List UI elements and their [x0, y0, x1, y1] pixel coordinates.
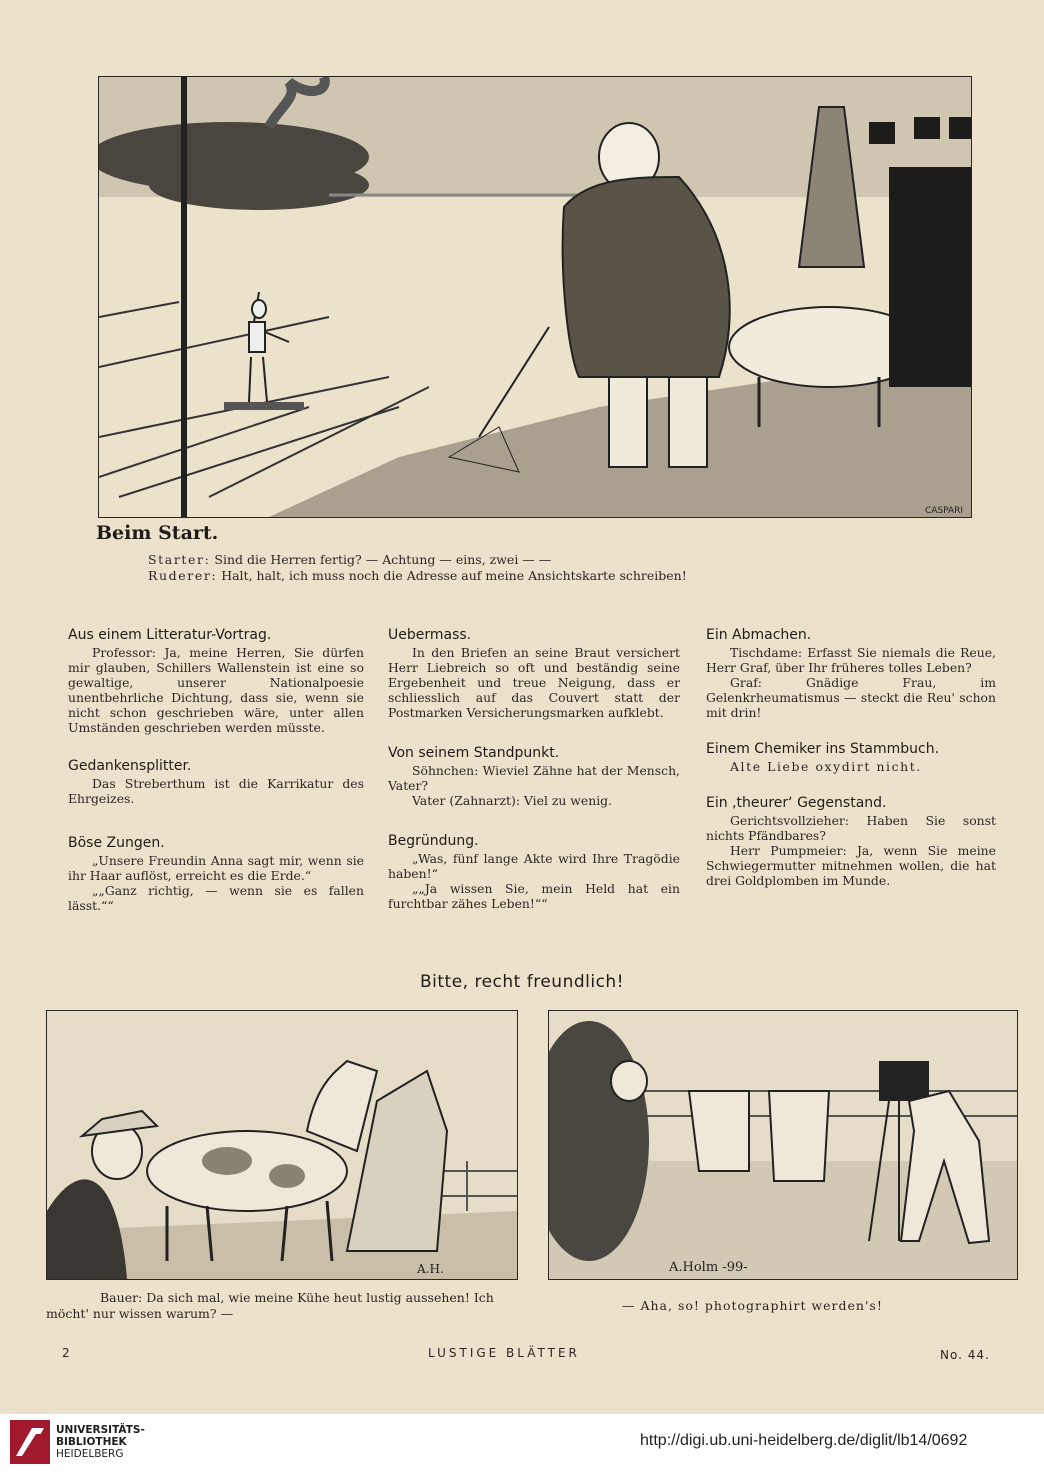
top-caption: [148, 552, 848, 584]
article-body: Alte Liebe oxydirt nicht.: [730, 759, 922, 774]
article-body-2: Graf: Gnädige Frau, im Gelenkrheumatismus — steckt die Reu' schon mit drin!: [706, 675, 996, 720]
library-bar: [0, 1414, 1044, 1472]
right-panel-signature: A.Holm -99-: [669, 1260, 748, 1275]
magazine-name: LUSTIGE BLÄTTER: [428, 1346, 580, 1360]
caption-line-ruderer: Ruderer: Halt, halt, ich muss noch die Adresse auf meine Ansichtskarte schreiben!: [148, 568, 687, 583]
caption-line-starter: Starter: Sind die Herren fertig? — Achtung — eins, zwei — —: [148, 552, 552, 567]
issue-number: No. 44.: [940, 1348, 990, 1362]
article-heading: Einem Chemiker ins Stammbuch.: [706, 741, 940, 757]
article-litteratur-vortrag: [68, 628, 364, 735]
rowing-start-illustration: [98, 76, 972, 518]
article-body: Gerichtsvollzieher: Haben Sie sonst nichts Pfändbares?: [706, 813, 996, 843]
article-uebermass: [388, 628, 680, 720]
article-boese-zungen: [68, 836, 364, 913]
article-body-2: „„Ganz richtig, — wenn sie es fallen lässt.““: [68, 883, 364, 913]
article-body: Professor: Ja, meine Herren, Sie dürfen mir glauben, Schillers Wallenstein ist eine so gewaltige, unserer Nationalpoesie unentbehrliche Dichtung, dass sie, wenn sie nicht schon geschrieben wäre, unter allen Umständen geschrieben werden müsste.: [68, 645, 364, 735]
left-panel-caption: Bauer: Da sich mal, wie meine Kühe heut lustig aussehen! Ich möcht' nur wissen warum? —: [46, 1290, 494, 1321]
article-body-2: Herr Pumpmeier: Ja, wenn Sie meine Schwiegermutter mitnehmen wollen, die hat drei Goldplomben im Munde.: [706, 843, 996, 888]
article-heading: Von seinem Standpunkt.: [388, 745, 560, 761]
caspari-signature: CASPARI: [925, 506, 964, 516]
article-body-2: Vater (Zahnarzt): Viel zu wenig.: [412, 793, 613, 808]
article-body: „Was, fünf lange Akte wird Ihre Tragödie haben!“: [388, 851, 680, 881]
article-body: „Unsere Freundin Anna sagt mir, wenn sie ihr Haar auflöst, erreicht es die Erde.“: [68, 853, 364, 883]
article-chemiker: [706, 742, 996, 774]
heidelberg-logo-icon: [10, 1420, 50, 1464]
article-heading: Ein ‚theurer‘ Gegenstand.: [706, 795, 887, 811]
left-column: [68, 628, 364, 927]
article-heading: Begründung.: [388, 833, 479, 849]
left-panel-signature: A.H.: [417, 1262, 444, 1276]
article-heading: Gedankensplitter.: [68, 758, 192, 774]
right-panel-caption: — Aha, so! photographirt werden's!: [622, 1298, 883, 1313]
right-column: [706, 628, 996, 902]
article-body: Söhnchen: Wieviel Zähne hat der Mensch, Vater?: [388, 763, 680, 793]
article-heading: Ein Abmachen.: [706, 627, 812, 643]
page-number: 2: [62, 1346, 73, 1360]
cows-panel-left: [46, 1010, 518, 1280]
article-body: Tischdame: Erfasst Sie niemals die Reue, Herr Graf, über Ihr früheres tolles Leben?: [706, 645, 996, 675]
article-gedankensplitter: [68, 759, 364, 806]
article-abmachen: [706, 628, 996, 720]
source-url-link[interactable]: http://digi.ub.uni-heidelberg.de/diglit/lb14/0692: [640, 1432, 968, 1449]
bottom-comic-title: Bitte, recht freundlich!: [419, 972, 625, 992]
article-body-2: „„Ja wissen Sie, mein Held hat ein furchtbar zähes Leben!““: [388, 881, 680, 911]
article-heading: Uebermass.: [388, 627, 472, 643]
library-logo-text: UNIVERSITÄTS- BIBLIOTHEK HEIDELBERG: [56, 1424, 145, 1460]
cows-panel-right: [548, 1010, 1018, 1280]
article-body: Das Streberthum ist die Karrikatur des Ehrgeizes.: [68, 776, 364, 806]
article-begruendung: [388, 834, 680, 911]
article-standpunkt: [388, 746, 680, 808]
middle-column: [388, 628, 680, 925]
top-illustration-title: Beim Start.: [96, 522, 219, 544]
article-body: In den Briefen an seine Braut versichert Herr Liebreich so oft und beständig seine Ergebenheit und treue Neigung, dass er schliesslich auf das Couvert statt der Postmarken Versicherungsmarken aufklebt.: [388, 645, 680, 720]
article-theurer-gegenstand: [706, 796, 996, 888]
article-heading: Böse Zungen.: [68, 835, 165, 851]
article-heading: Aus einem Litteratur-Vortrag.: [68, 627, 272, 643]
